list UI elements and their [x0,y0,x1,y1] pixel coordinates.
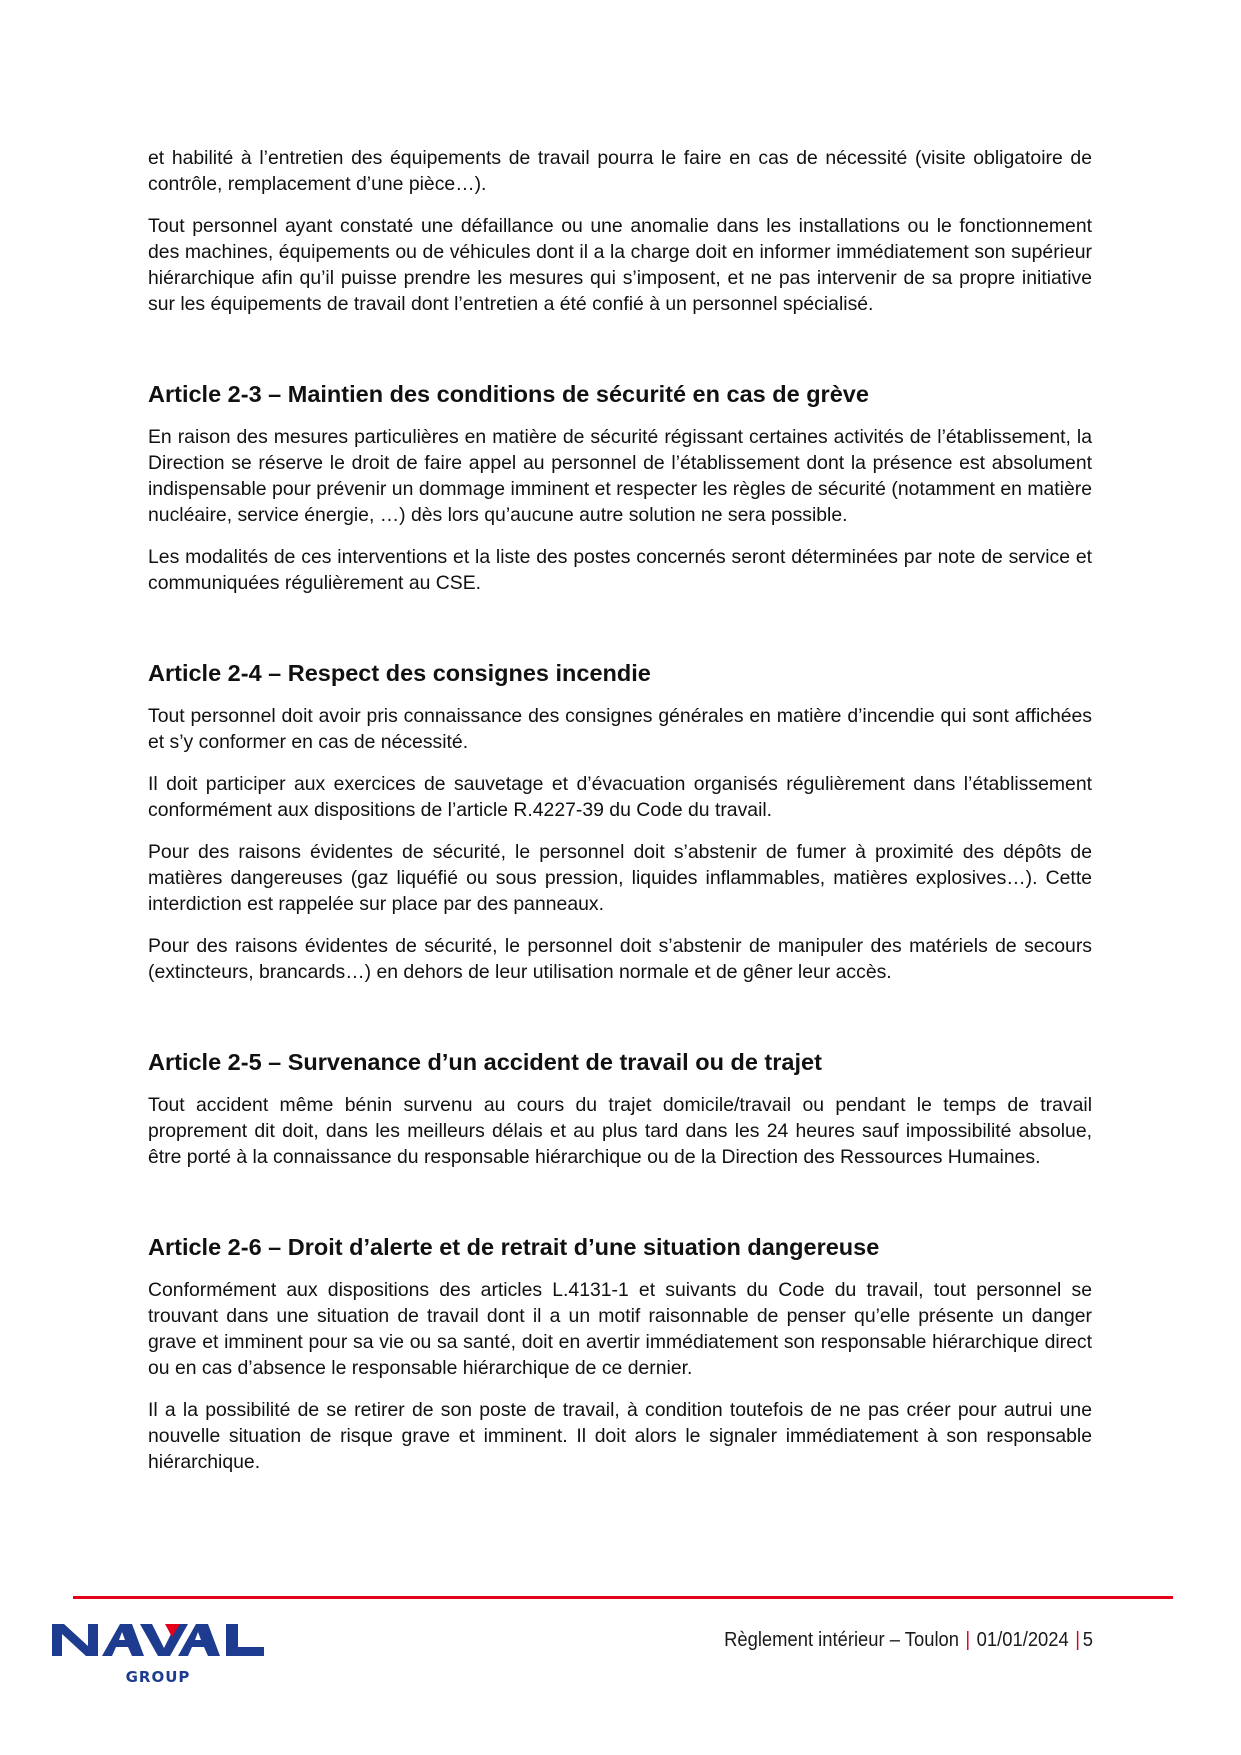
paragraph: Tout personnel doit avoir pris connaissance des consignes générales en matière d’incendie qui sont affichées et s’y conformer en cas de nécessité. [148,705,1092,753]
paragraph: et habilité à l’entretien des équipements de travail pourra le faire en cas de nécessité (visite obligatoire de contrôle, remplacement d’une pièce…). [148,147,1092,195]
paragraph: Les modalités de ces interventions et la liste des postes concernés seront déterminées par note de service et communiquées régulièrement au CSE. [148,546,1092,594]
footer-separator: | [1075,1629,1081,1651]
document-body [148,145,1092,1491]
paragraph: Il doit participer aux exercices de sauvetage et d’évacuation organisés régulièrement dans l’établissement conformément aux dispositions de l’article R.4227-39 du Code du travail. [148,773,1092,821]
paragraph: Pour des raisons évidentes de sécurité, le personnel doit s’abstenir de manipuler des matériels de secours (extincteurs, brancards…) en dehors de leur utilisation normale et de gêner leur accès. [148,935,1092,983]
footer-date: 01/01/2024 [976,1629,1069,1651]
section-article-2-3 [148,380,1092,596]
footer-divider [73,1596,1173,1599]
section-article-2-6 [148,1233,1092,1475]
naval-group-logo [52,1620,266,1686]
paragraph: Il a la possibilité de se retirer de son poste de travail, à condition toutefois de ne pas créer pour autrui une nouvelle situation de risque grave et imminent. Il doit alors le signaler immédiatement à son responsable hiérarchique. [148,1399,1092,1473]
section-heading: Article 2-6 – Droit d’alerte et de retrait d’une situation dangereuse [148,1234,880,1260]
paragraph: Conformément aux dispositions des articles L.4131-1 et suivants du Code du travail, tout personnel se trouvant dans une situation de travail dont il a un motif raisonnable de penser qu’elle présente un danger grave et imminent pour sa vie ou sa santé, doit en avertir immédiatement son responsable hiérarchique direct ou en cas d’absence le responsable hiérarchique de ce dernier. [148,1279,1092,1379]
section-article-2-4 [148,659,1092,985]
paragraph: Tout personnel ayant constaté une défaillance ou une anomalie dans les installations ou le fonctionnement des machines, équipements ou de véhicules dont il a la charge doit en informer immédiatement son supérieur hiérarchique afin qu’il puisse prendre les mesures qui s’imposent, et ne pas intervenir de sa propre initiative sur les équipements de travail dont l’entretien a été confié à un personnel spécialisé. [148,215,1092,315]
footer-separator: | [965,1629,971,1651]
paragraph: En raison des mesures particulières en matière de sécurité régissant certaines activités de l’établissement, la Direction se réserve le droit de faire appel au personnel de l’établissement dont la présence est absolument indispensable pour prévenir un dommage imminent et respecter les règles de sécurité (notamment en matière nucléaire, service énergie, …) dès lors qu’aucune autre solution ne sera possible. [148,426,1092,526]
logo-subtitle: GROUP [125,1668,191,1686]
footer-document-title: Règlement intérieur – Toulon [724,1629,960,1651]
footer-page-number: 5 [1082,1629,1093,1651]
paragraph: Pour des raisons évidentes de sécurité, le personnel doit s’abstenir de fumer à proximité des dépôts de matières dangereuses (gaz liquéfié ou sous pression, liquides inflammables, matières explosives…). Cette interdiction est rappelée sur place par des panneaux. [148,841,1092,915]
section-heading: Article 2-4 – Respect des consignes incendie [148,660,651,686]
footer-info [724,1627,1093,1653]
paragraph: Tout accident même bénin survenu au cours du trajet domicile/travail ou pendant le temps de travail proprement dit doit, dans les meilleurs délais et au plus tard dans les 24 heures sauf impossibilité absolue, être porté à la connaissance du responsable hiérarchique ou de la Direction des Ressources Humaines. [148,1094,1092,1168]
section-heading: Article 2-5 – Survenance d’un accident de travail ou de trajet [148,1049,822,1075]
section-article-2-5 [148,1048,1092,1170]
section-heading: Article 2-3 – Maintien des conditions de sécurité en cas de grève [148,381,869,407]
